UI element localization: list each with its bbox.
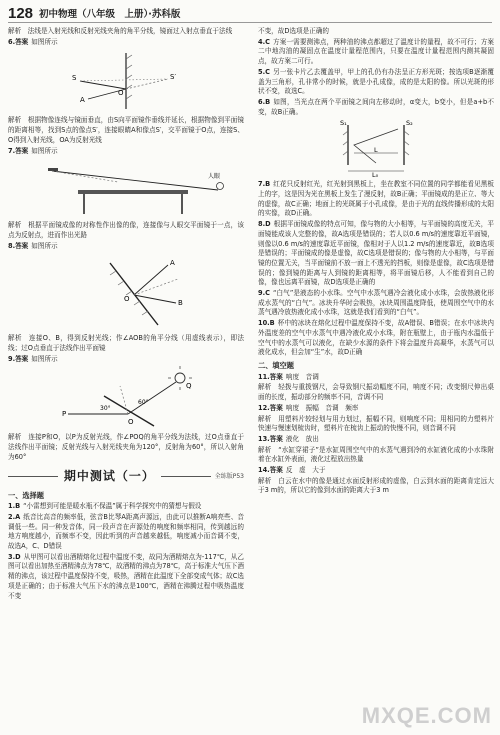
analysis-6: 解析 根据物像连线与镜面垂直，由S向平面镜作垂线并延长，根据物像到平面镜的距离相等，找到S点的像点S′，连接眼睛A和像点S′，交平面镜于O点，连接S、O得到入射光线，OA为反射光线: [8, 116, 244, 144]
analysis-14: 解析 白云在水中的像是通过水面反射形成的虚像，白云到水面的距离肯定远大于3 m的，所以它的像到水面的距离大于3 m: [258, 476, 494, 495]
analysis-9: 解析 连接P和O，以P为反射光线，作∠POQ的角平分线为法线，过O点垂直于法线作出平面镜；反射光线与入射光线夹角为120°，反射角为60°，所以入射角为60°: [8, 433, 244, 461]
analysis-8: 解析 连接O、B，得到反射光线；作∠AOB的角平分线（用虚线表示），即法线；过O点垂直于法线作出平面镜: [8, 334, 244, 353]
answer-7r: [258, 180, 494, 219]
answer-8: [8, 242, 244, 252]
book-title: 初中物理（八年级 上册）·苏科版: [39, 9, 181, 20]
angle-60: 60°: [138, 399, 149, 407]
answer-label: 8.答案: [8, 241, 29, 250]
figure-8: [8, 253, 244, 331]
answer-label: 12.答案: [258, 403, 283, 412]
label-L: L: [374, 146, 378, 155]
answer-13: [258, 435, 494, 445]
section-banner: [8, 467, 244, 487]
page-number: 128: [8, 5, 34, 22]
answer-text: 如图所示: [31, 37, 58, 46]
answer-label: 7.B: [258, 180, 271, 189]
mirror-diagram-6: [8, 49, 244, 113]
mirror-diagram-9: [8, 366, 244, 430]
answer-text: 如图所示: [31, 241, 58, 250]
answer-2: [8, 513, 244, 552]
angle-30: 30°: [100, 405, 111, 413]
answer-7: [8, 147, 244, 157]
section-heading: 一、选择题: [8, 490, 44, 500]
point-B: B: [178, 299, 183, 308]
answer-label: 14.答案: [258, 466, 283, 475]
answer-11: [258, 373, 494, 383]
answer-label: 7.答案: [8, 146, 29, 155]
point-A: A: [80, 96, 85, 105]
watermark: MXQE.COM: [361, 703, 492, 728]
answer-3: [8, 553, 244, 602]
analysis-12: 解析 用塑料片较轻划与用力划过，振幅不同，则响度不同；用相同的力塑料片快速与慢速划梳齿时，塑料片在梳齿上振动的快慢不同，则音调不同: [258, 414, 494, 433]
point-P: P: [62, 410, 67, 419]
answer-text: “白气”是液态的小水珠。空气中水蒸气遇冷会液化成小水珠，会放热液化形成水蒸气的“白气”。冰块升华时会吸热，冰块周围温度降低，使周围空气中的水蒸气遇冷放热液化成小水珠，这就是我们看到的“白气”。: [258, 289, 494, 317]
analysis-13: 解析 “水缸穿裙子”是水缸周围空气中的水蒸气遇到冷的水缸液化成的小水珠附着在水缸外表面，液化过程放出热量: [258, 445, 494, 464]
figure-7: [8, 158, 244, 218]
answer-1: [8, 502, 244, 512]
two-mirror-diagram: [258, 119, 494, 177]
answer-9r: [258, 289, 494, 318]
page-header: [8, 4, 492, 23]
figure-two-mirrors: [258, 119, 494, 177]
answer-text: “小雷想到可能是暖水瓶不保温”属于科学探究中的猜想与假设: [23, 502, 202, 511]
label-S2: S₂: [406, 119, 413, 128]
answer-text: 如图所示: [31, 354, 58, 363]
answer-text: 纸音比高音的频率低，弦音B比琴A距离声源远，由此可以推断A响亮些、音调低一些。同一种发音体，同一段声音在声源处的响度和频率相同，传到越远的地方响度越小，而频率不变，因此听到的声音越来越低，响度减小而音调不变，故选A，C、D错误: [8, 512, 244, 551]
label-L0: L₀: [372, 171, 379, 178]
answer-text: 响度 振幅 音调 频率: [285, 403, 359, 412]
answer-10r: [258, 319, 494, 358]
paragraph: 解析 法线是入射光线和反射光线夹角的角平分线，镜面过入射点垂直于法线: [8, 27, 233, 35]
answer-text: 方案一需要测沸点，两种油的沸点都超过了温度计的量程，故不可行；方案二中地沟油的凝固点在温度计量程范围内，只要在温度计量程范围内测其凝固点，故方案二可行。: [258, 37, 494, 66]
section-heading: 二、填空题: [258, 360, 294, 370]
answer-text: 另一张卡片乙去覆盖甲，甲上的孔仍有办法呈正方形光斑；按选项B逐渐覆盖为三角形，孔非常小的时候，就是小孔成像，成的是太阳的像。所以光斑的形状不变，故选C。: [258, 67, 494, 96]
answer-8r: [258, 220, 494, 288]
paragraph: 不变，故D选项是正确的: [258, 27, 330, 35]
figure-9: [8, 366, 244, 430]
answer-label: 10.B: [258, 319, 275, 328]
answer-text: 液化 放出: [285, 434, 319, 443]
answer-9: [8, 355, 244, 365]
answer-text: 反 虚 大于: [285, 466, 326, 475]
banner-title: 期中测试（一）: [63, 468, 155, 483]
answer-label: 2.A: [8, 512, 21, 521]
answer-label: 4.C: [258, 37, 270, 46]
point-A: A: [170, 259, 175, 268]
answer-text: 根据平面镜成像的特点可知，像与物的大小相等，与平面镜的高度无关，平面镜能成该人完整的像，故A选项是错误的；若人以0.6 m/s的速度靠近平面镜，则像以0.6 m/s的速度靠近平面镜，像相对于人以1.2 m/s的速度靠近，故B选项是错误的；平面镜成的像是虚像，故C选项是错误的；像与物的大小相等，与平面镜的位置无关，当平面镜前不放一面上不透光的挡板，则像是虚像，故C选项是错误的；像到镜的距离与人到镜的距离相等，将平面镜后移，人不能看到自己的像，像也远离平面镜，故D选项是正确的: [258, 220, 494, 287]
answer-6r: [258, 98, 494, 117]
answer-label: 1.B: [8, 502, 21, 511]
point-S: S: [72, 74, 77, 83]
figure-6: [8, 49, 244, 113]
label-person: 人眼: [208, 173, 221, 181]
answer-label: 9.答案: [8, 354, 29, 363]
point-Q: Q: [186, 382, 192, 391]
mirror-diagram-8: [8, 253, 244, 331]
answer-label: 9.C: [258, 289, 270, 298]
right-column: [258, 27, 494, 497]
answer-text: 红花只反射红光，红光射到黑板上，坐在教室不同位置的同学都能看见黑板上的字，这是因为光在黑板上发生了漫反射，故B正确；平面镜成的是正立、等大的虚像，故C正确；地面上的光斑属于小孔成像，是由于光的直线传播形成的太阳的实像，故D正确。: [258, 180, 494, 218]
answer-text: 如图，当光点在两个平面镜之间向左移动时，α变大，b变小，但是a+b不变，故B正确。: [258, 97, 494, 116]
banner-ref: 全练版P53: [214, 472, 244, 480]
left-column: [8, 27, 244, 602]
point-O: O: [128, 418, 134, 427]
answer-label: 8.D: [258, 220, 271, 229]
answer-12: [258, 404, 494, 414]
answer-label: 3.D: [8, 552, 21, 561]
point-S-prime: S′: [170, 73, 177, 82]
answer-4: [258, 38, 494, 67]
point-O: O: [124, 295, 130, 304]
answer-label: 13.答案: [258, 434, 283, 443]
label-S1: S₁: [340, 119, 347, 128]
answer-label: 11.答案: [258, 372, 283, 381]
answer-label: 6.答案: [8, 37, 29, 46]
answer-6: [8, 38, 244, 48]
mirror-diagram-7: [8, 158, 244, 218]
answer-label: 6.B: [258, 97, 271, 106]
answer-text: 杯中的冰块在熔化过程中温度保持不变，故A错误、B错误；在水中冰块内外温度差的空气中水蒸气中遇冷液化成小水珠，附在瓶壁上，由于瓶内水温低于空气中的水蒸气可以液化，在缺少水源的条件下将会温度升高凝华，水蒸气可以液化成水，但会加“生”水，故D正确: [258, 319, 494, 357]
point-O: O: [118, 89, 124, 98]
analysis-11: 解析 轻拨与重拨钢尺，会导致钢尺振动幅度不同，响度不同；改变钢尺伸出桌面的长度，振动部分的频率不同，音调不同: [258, 383, 494, 402]
answer-label: 5.C: [258, 67, 270, 76]
answer-5: [258, 68, 494, 97]
answer-text: 如图所示: [31, 146, 58, 155]
answer-14: [258, 466, 494, 476]
sun-icon: [175, 373, 185, 383]
answer-text: 从甲图可以看出酒精熔化过程中温度不变，故同为酒精熔点为-117℃，从乙图可以看出加热至酒精沸点为78℃，故酒精的沸点为78℃，高于标准大气压下酒精的沸点，该过程中温度保持不变，吸热，酒精在此温度下全部变成气体；故C选项是正确的；由于标准大气压下水的沸点是100℃，酒精在沸腾过程中吸热温度不变: [8, 552, 244, 600]
analysis-7: 解析 根据平面镜成像的对称性作出像的像，连接像与人眼交平面镜于一点，该点为反射点，进而作出光路: [8, 221, 244, 239]
answer-text: 响度 音调: [285, 372, 319, 381]
